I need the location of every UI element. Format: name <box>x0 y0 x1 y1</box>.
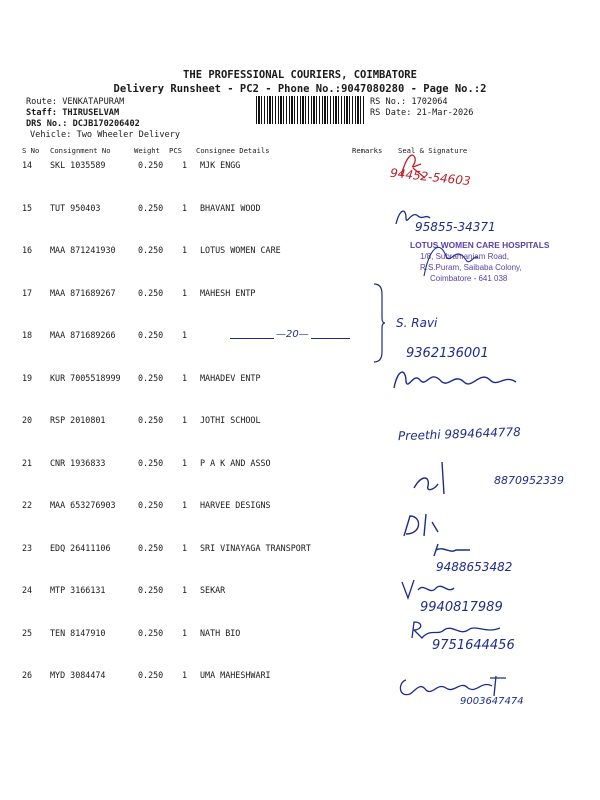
row-consignee: MAHADEV ENTP <box>200 372 261 383</box>
row-consignment: MAA 871689266 <box>50 330 116 340</box>
row-sno: 18 <box>22 330 33 340</box>
row-sno: 22 <box>22 500 33 510</box>
row-consignment: EDQ 26411106 <box>50 542 111 553</box>
sig26-phone: 9003647474 <box>460 696 524 707</box>
row-consignee: HARVEE DESIGNS <box>200 500 271 510</box>
row-consignee: JOTHI SCHOOL <box>200 415 261 425</box>
sig24-phone: 9940817989 <box>420 600 503 615</box>
row-sno: 15 <box>22 202 33 213</box>
row-pcs: 1 <box>182 542 188 553</box>
row-consignee: LOTUS WOMEN CARE <box>200 245 281 255</box>
row-consignee: SEKAR <box>200 585 226 595</box>
stamp-signature-icon <box>420 236 480 282</box>
row-sno: 23 <box>22 542 33 553</box>
row-weight: 0.250 <box>138 245 164 255</box>
col-sno: S No <box>22 146 40 155</box>
row-pcs: 1 <box>182 457 188 468</box>
row-pcs: 1 <box>182 160 188 170</box>
sig24-scribble-icon <box>398 576 458 602</box>
row-sno: 14 <box>22 160 33 170</box>
row-weight: 0.250 <box>138 287 164 298</box>
row-consignee: MJK ENGG <box>200 160 241 170</box>
row-consignee: P A K AND ASSO <box>200 457 271 468</box>
row-sno: 17 <box>22 287 33 298</box>
row-pcs: 1 <box>182 670 188 680</box>
row-sno: 26 <box>22 670 33 680</box>
row-sno: 21 <box>22 457 33 468</box>
row-pcs: 1 <box>182 287 188 298</box>
row-consignee: SRI VINAYAGA TRANSPORT <box>200 542 311 553</box>
row-weight: 0.250 <box>138 457 164 468</box>
row-consignment: MAA 871241930 <box>50 245 116 255</box>
row-weight: 0.250 <box>138 670 164 680</box>
barcode <box>256 96 366 124</box>
row-consignment: SKL 1035589 <box>50 160 106 170</box>
row-consignee: NATH BIO <box>200 627 241 638</box>
row-sno: 16 <box>22 245 33 255</box>
col-signature: Seal & Signature <box>398 146 468 155</box>
row-consignee: UMA MAHESHWARI <box>200 670 271 680</box>
row-weight: 0.250 <box>138 330 164 340</box>
col-remarks: Remarks <box>352 146 383 155</box>
sig25-phone: 9751644456 <box>432 638 515 653</box>
row-consignment: MAA 653276903 <box>50 500 116 510</box>
row-consignment: MAA 871689267 <box>50 287 116 298</box>
row-sno: 19 <box>22 372 33 383</box>
bracket-icon <box>372 282 386 364</box>
route-label: Route: VENKATAPURAM <box>26 97 125 107</box>
row18-mark-area <box>230 326 350 346</box>
runsheet-subtitle: Delivery Runsheet - PC2 - Phone No.:9047080280 - Page No.:2 <box>113 83 487 95</box>
sig23-scribble-icon <box>430 540 474 560</box>
sig14-phone: 94452-54603 <box>389 165 472 189</box>
stamp-line1: 1/8, Subramaniam Road, <box>420 252 509 261</box>
sig14-scribble-icon <box>395 148 431 182</box>
row-pcs: 1 <box>182 330 188 340</box>
row-weight: 0.250 <box>138 372 164 383</box>
row-weight: 0.250 <box>138 415 164 425</box>
company-title: THE PROFESSIONAL COURIERS, COIMBATORE <box>183 69 417 81</box>
row-pcs: 1 <box>182 585 188 595</box>
row-consignment: CNR 1936833 <box>50 457 106 468</box>
row18-mark: —20— <box>276 329 309 340</box>
col-consignee: Consignee Details <box>196 146 270 155</box>
row-consignment: MYD 3084474 <box>50 670 106 680</box>
row-pcs: 1 <box>182 415 188 425</box>
row-sno: 20 <box>22 415 33 425</box>
row-consignment: RSP 2010801 <box>50 415 106 425</box>
rs-date: RS Date: 21-Mar-2026 <box>370 108 474 118</box>
sig21-scribble-icon <box>408 458 456 498</box>
sig19-phone: Preethi 9894644778 <box>397 424 521 444</box>
sig17-phone: 9362136001 <box>406 346 489 361</box>
sig19-scribble-icon <box>390 364 524 394</box>
row-weight: 0.250 <box>138 585 164 595</box>
col-consignment: Consignment No <box>50 146 111 155</box>
row-consignment: TUT 950403 <box>50 202 101 213</box>
col-weight: Weight <box>134 146 160 155</box>
drs-label: DRS No.: DCJB170206402 <box>26 119 140 129</box>
row-consignee: BHAVANI WOOD <box>200 202 261 213</box>
row-pcs: 1 <box>182 202 188 213</box>
row-consignment: TEN 8147910 <box>50 627 106 638</box>
row-sno: 25 <box>22 627 33 638</box>
row-weight: 0.250 <box>138 542 164 553</box>
row-consignment: KUR 7005518999 <box>50 372 121 383</box>
row-weight: 0.250 <box>138 202 164 213</box>
vehicle-label: Vehicle: Two Wheeler Delivery <box>30 130 181 140</box>
row-weight: 0.250 <box>138 500 164 510</box>
row-consignee: MAHESH ENTP <box>200 287 256 298</box>
staff-label: Staff: THIRUSELVAM <box>26 108 120 118</box>
row-consignment: MTP 3166131 <box>50 585 106 595</box>
sig21-phone: 8870952339 <box>494 474 564 487</box>
row-pcs: 1 <box>182 245 188 255</box>
rs-number: RS No.: 1702064 <box>370 97 448 107</box>
row-pcs: 1 <box>182 500 188 510</box>
stamp-line2: R.S.Puram, Saibaba Colony, <box>420 263 522 272</box>
sig15-phone: 95855-34371 <box>415 220 496 234</box>
row-pcs: 1 <box>182 372 188 383</box>
row-pcs: 1 <box>182 627 188 638</box>
sig23-phone: 9488653482 <box>436 560 513 574</box>
row-weight: 0.250 <box>138 160 164 170</box>
stamp-line3: Coimbatore - 641 038 <box>430 274 508 283</box>
sig17-name: S. Ravi <box>396 316 438 330</box>
row-weight: 0.250 <box>138 627 164 638</box>
stamp-name: LOTUS WOMEN CARE HOSPITALS <box>410 240 550 250</box>
col-pcs: PCS <box>169 146 182 155</box>
sig22-scribble-icon <box>400 508 440 540</box>
row-sno: 24 <box>22 585 33 595</box>
